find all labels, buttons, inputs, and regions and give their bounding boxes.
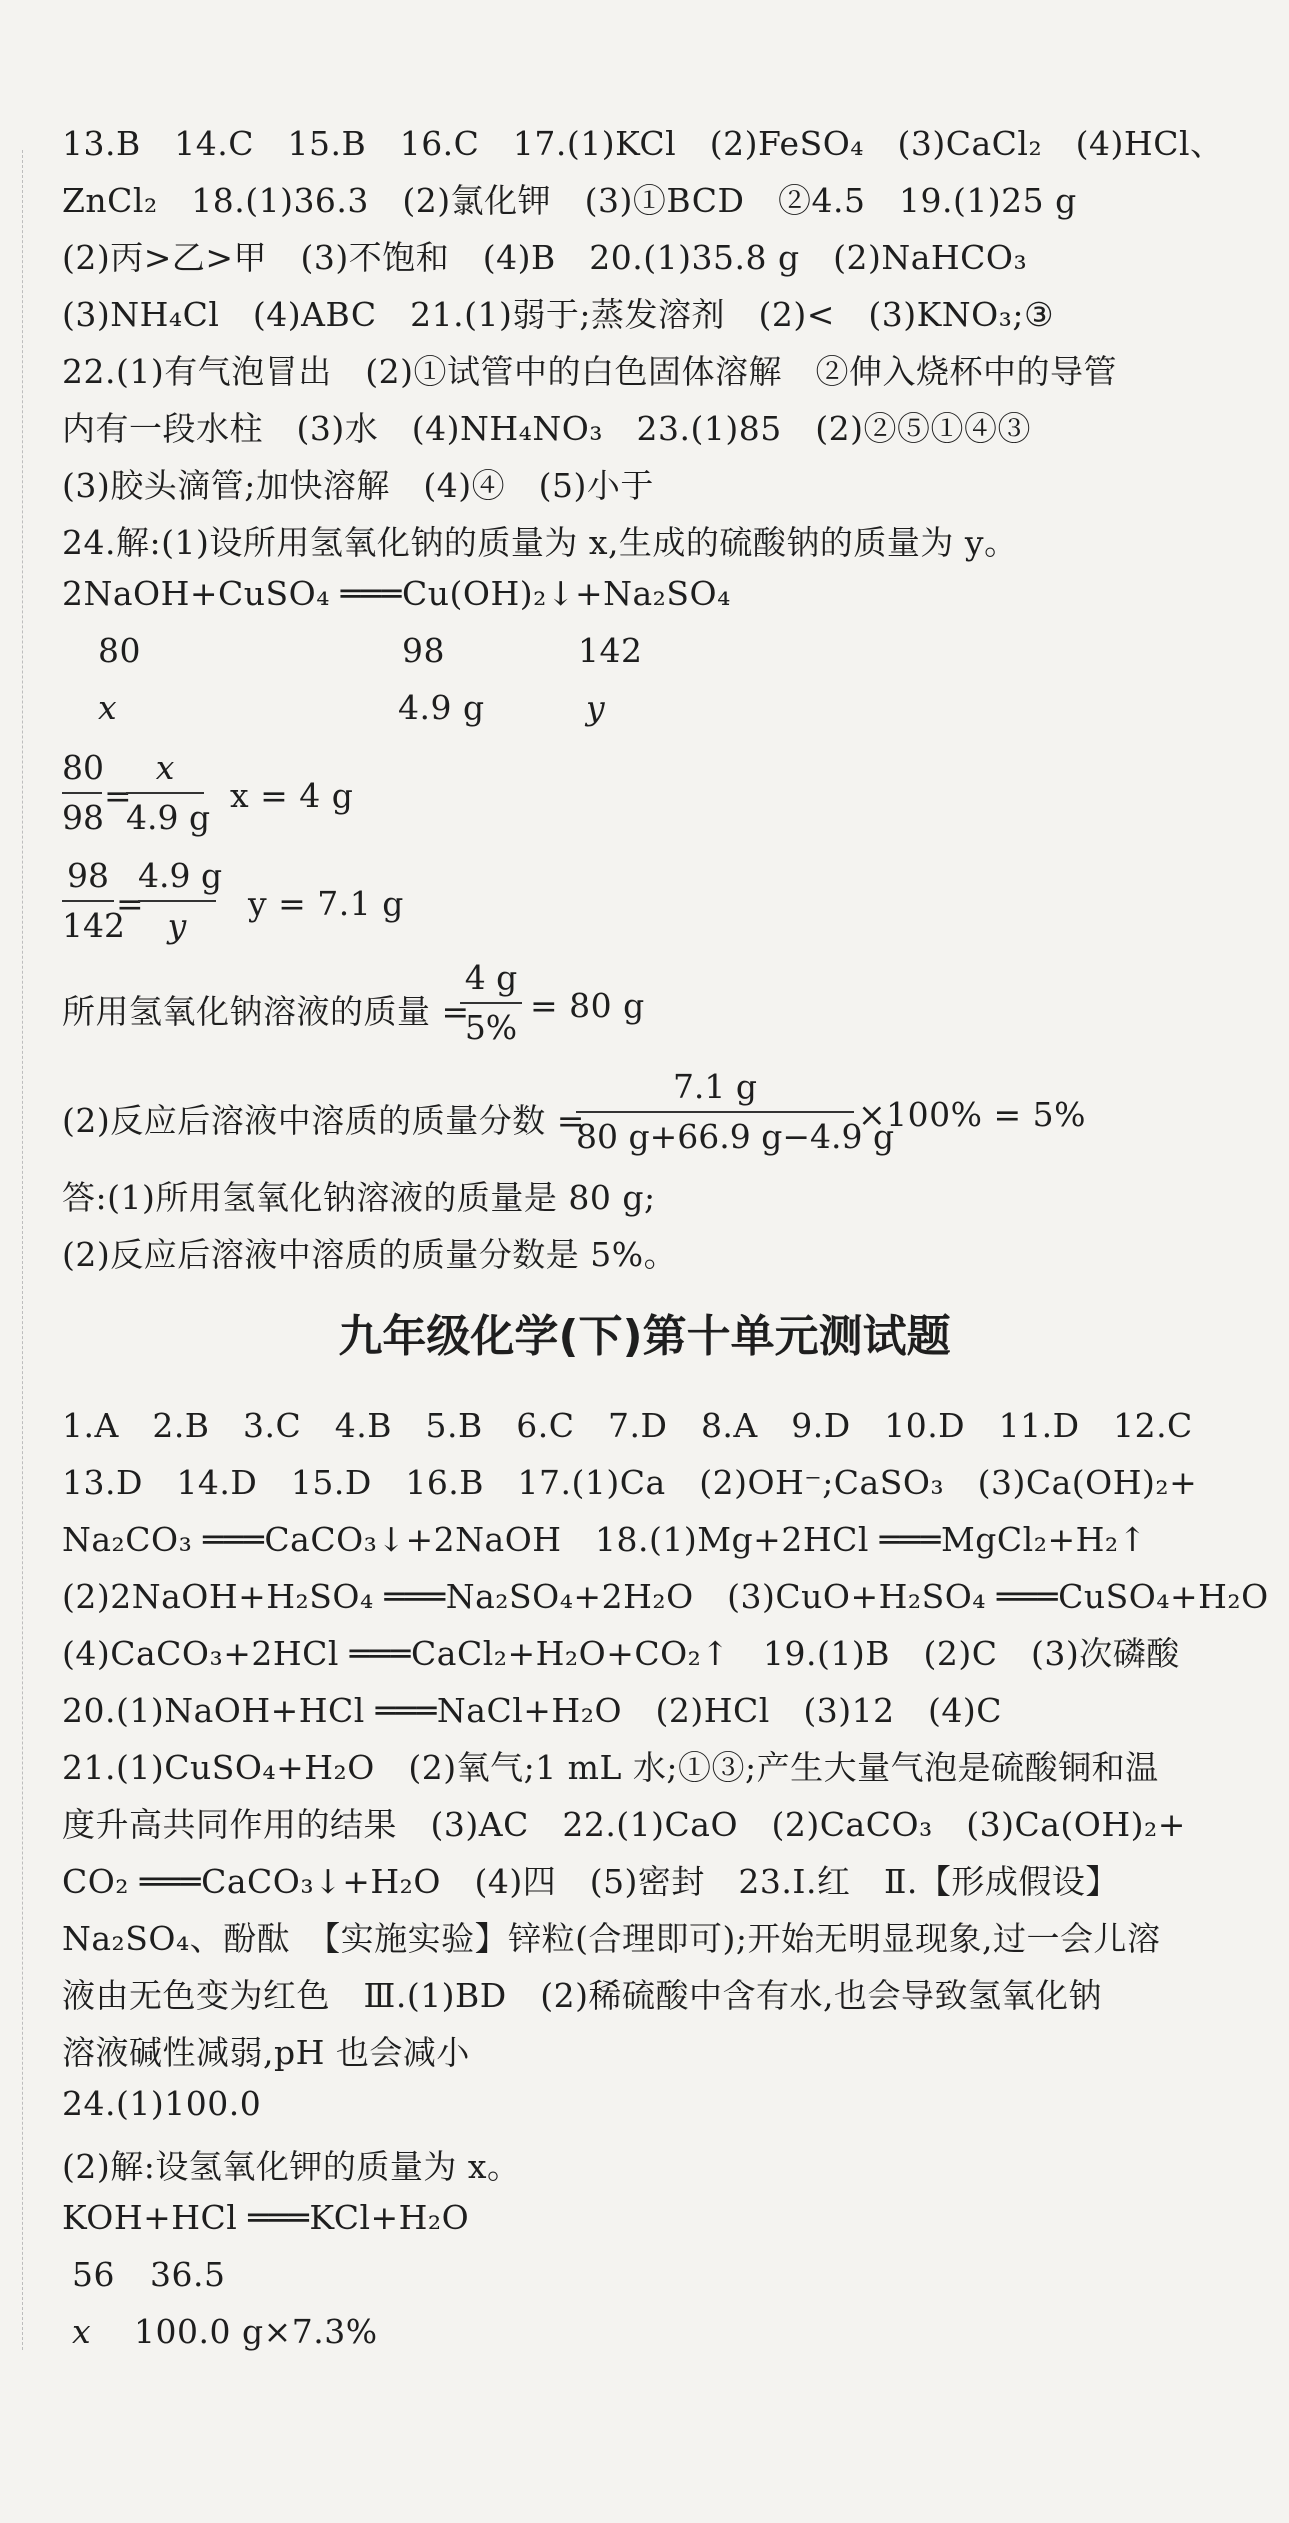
equals-sign: = (104, 776, 133, 815)
answer-line: 22.(1)有气泡冒出 (2)①试管中的白色固体溶解 ②伸入烧杯中的导管 (62, 352, 1117, 391)
chemical-equation: KOH+HCl ═══KCl+H₂O (62, 2198, 470, 2237)
answer-line: 液由无色变为红色 Ⅲ.(1)BD (2)稀硫酸中含有水,也会导致氢氧化钠 (62, 1976, 1103, 2015)
answer-line: (2)丙>乙>甲 (3)不饱和 (4)B 20.(1)35.8 g (2)NaHCO₃ (62, 238, 1028, 277)
final-answer: (2)反应后溶液中溶质的质量分数是 5%。 (62, 1235, 678, 1274)
answer-line: 24.(1)100.0 (62, 2084, 262, 2123)
answer-line: (3)NH₄Cl (4)ABC 21.(1)弱于;蒸发溶剂 (2)< (3)KNO₃;③ (62, 295, 1055, 334)
answer-line: 1.A 2.B 3.C 4.B 5.B 6.C 7.D 8.A 9.D 10.D 11.D 12.C (62, 1406, 1193, 1445)
solution-setup: 24.解:(1)设所用氢氧化钠的质量为 x,生成的硫酸钠的质量为 y。 (62, 523, 1018, 562)
known-value: 100.0 g×7.3% (134, 2312, 378, 2351)
answer-line: 度升高共同作用的结果 (3)AC 22.(1)CaO (2)CaCO₃ (3)Ca(OH)₂+ (62, 1805, 1186, 1844)
unknown-value: x (98, 688, 118, 727)
molar-mass: 80 (98, 631, 141, 670)
calc-result: ×100% = 5% (858, 1095, 1086, 1134)
molar-mass: 98 (402, 631, 445, 670)
calc-result: = 80 g (530, 986, 645, 1025)
molar-mass: 36.5 (150, 2255, 226, 2294)
fraction: 4 g 5% (460, 958, 522, 1058)
unknown-value: y (586, 688, 606, 727)
result-value: y = 7.1 g (248, 884, 404, 923)
answer-line: CO₂ ═══CaCO₃↓+H₂O (4)四 (5)密封 23.Ⅰ.红 Ⅱ.【形成假设】 (62, 1862, 1119, 1901)
answer-line: 13.D 14.D 15.D 16.B 17.(1)Ca (2)OH⁻;CaSO₃ (3)Ca(OH)₂+ (62, 1463, 1198, 1502)
margin-divider (22, 150, 24, 2350)
answer-line: 21.(1)CuSO₄+H₂O (2)氧气;1 mL 水;①③;产生大量气泡是硫酸铜和温 (62, 1748, 1159, 1787)
answer-line: ZnCl₂ 18.(1)36.3 (2)氯化钾 (3)①BCD ②4.5 19.(1)25 g (62, 181, 1077, 220)
answer-line: 内有一段水柱 (3)水 (4)NH₄NO₃ 23.(1)85 (2)②⑤①④③ (62, 409, 1031, 448)
molar-mass: 142 (578, 631, 643, 670)
equals-sign: = (116, 884, 145, 923)
result-value: x = 4 g (230, 776, 354, 815)
molar-mass: 56 (72, 2255, 115, 2294)
fraction: 98 142 (62, 856, 125, 945)
section-title: 九年级化学(下)第十单元测试题 (338, 1311, 951, 1362)
unknown-value: x (72, 2312, 92, 2351)
fraction: 7.1 g 80 g+66.9 g−4.9 g (576, 1067, 895, 1156)
calc-prefix: 所用氢氧化钠溶液的质量 = (62, 992, 470, 1031)
answer-line: 20.(1)NaOH+HCl ═══NaCl+H₂O (2)HCl (3)12 (4)C (62, 1691, 1003, 1730)
fraction: 80 98 (62, 748, 104, 837)
known-value: 4.9 g (398, 688, 485, 727)
answer-line: (3)胶头滴管;加快溶解 (4)④ (5)小于 (62, 466, 654, 505)
answer-line: (2)2NaOH+H₂SO₄ ═══Na₂SO₄+2H₂O (3)CuO+H₂SO₄ ═══CuSO₄+H₂O (62, 1577, 1269, 1616)
solution-setup: (2)解:设氢氧化钾的质量为 x。 (62, 2147, 521, 2186)
answer-line: 13.B 14.C 15.B 16.C 17.(1)KCl (2)FeSO₄ (3)CaCl₂ (4)HCl、 (62, 124, 1224, 163)
answer-line: (4)CaCO₃+2HCl ═══CaCl₂+H₂O+CO₂↑ 19.(1)B (2)C (3)次磷酸 (62, 1634, 1180, 1673)
answer-line: Na₂SO₄、酚酞 【实施实验】锌粒(合理即可);开始无明显现象,过一会儿溶 (62, 1919, 1161, 1958)
final-answer: 答:(1)所用氢氧化钠溶液的质量是 80 g; (62, 1178, 656, 1217)
calc-prefix: (2)反应后溶液中溶质的质量分数 = (62, 1101, 585, 1140)
answer-line: Na₂CO₃ ═══CaCO₃↓+2NaOH 18.(1)Mg+2HCl ═══MgCl₂+H₂↑ (62, 1520, 1147, 1559)
chemical-equation: 2NaOH+CuSO₄ ═══Cu(OH)₂↓+Na₂SO₄ (62, 574, 731, 613)
answer-line: 溶液碱性减弱,pH 也会减小 (62, 2033, 470, 2072)
fraction: 4.9 g y (138, 856, 223, 945)
fraction: x 4.9 g (126, 748, 211, 837)
